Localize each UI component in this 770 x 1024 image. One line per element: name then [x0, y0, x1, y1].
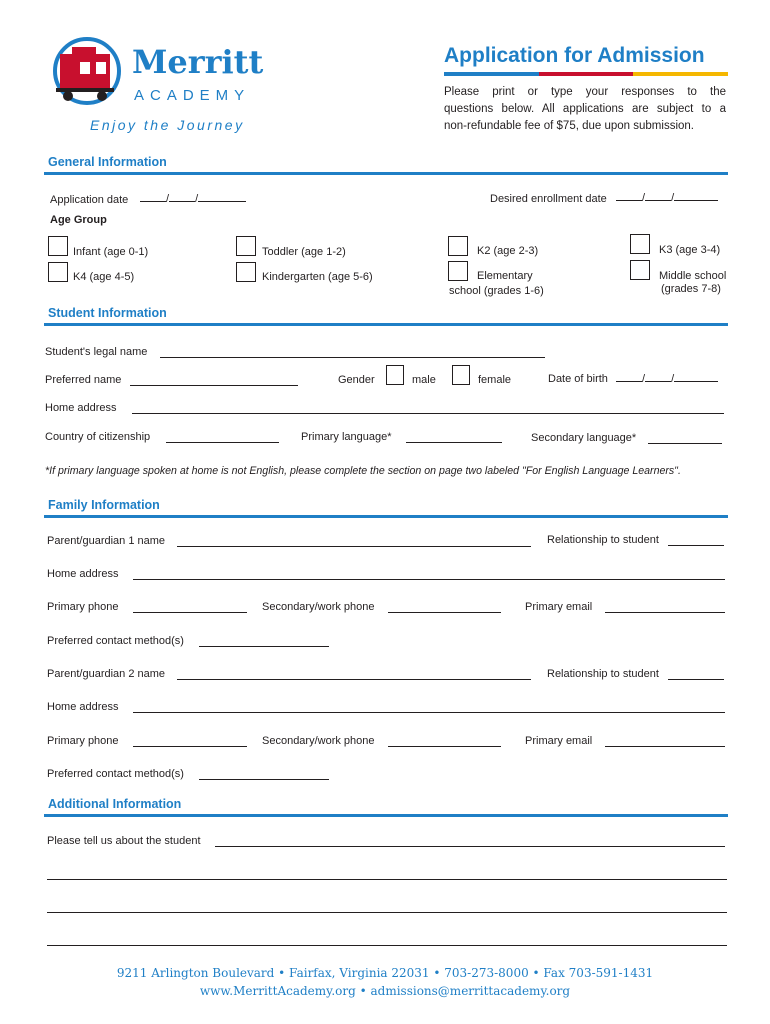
- guardian1-work-phone-label: Secondary/work phone: [262, 601, 375, 613]
- guardian2-address-label: Home address: [47, 701, 119, 713]
- guardian2-phone-label: Primary phone: [47, 735, 119, 747]
- about-student-field-line3[interactable]: [47, 912, 727, 913]
- student-home-address-label: Home address: [45, 402, 117, 414]
- gender-label: Gender: [338, 374, 375, 386]
- guardian1-phone-field[interactable]: [133, 612, 247, 613]
- logo-name: Merritt: [132, 43, 264, 81]
- logo-sub: ACADEMY: [134, 87, 251, 104]
- k4-label: K4 (age 4-5): [73, 271, 135, 283]
- page-title: Application for Admission: [444, 44, 705, 67]
- elementary-checkbox[interactable]: [448, 261, 468, 281]
- student-heading: Student Information: [48, 306, 167, 320]
- logo-tagline: Enjoy the Journey: [90, 117, 245, 133]
- guardian1-relationship-field[interactable]: [668, 545, 724, 546]
- general-heading: General Information: [48, 155, 167, 169]
- about-student-field-line1[interactable]: [215, 846, 725, 847]
- train-caboose-logo-icon: [50, 36, 128, 110]
- toddler-label: Toddler (age 1-2): [262, 246, 346, 258]
- k3-checkbox[interactable]: [630, 234, 650, 254]
- accent-yellow: [633, 72, 728, 76]
- dob-label: Date of birth: [548, 373, 608, 385]
- guardian2-email-field[interactable]: [605, 746, 725, 747]
- infant-label: Infant (age 0-1): [73, 246, 149, 258]
- guardian2-contact-field[interactable]: [199, 779, 329, 780]
- about-student-field-line2[interactable]: [47, 879, 727, 880]
- k2-checkbox[interactable]: [448, 236, 468, 256]
- guardian1-field[interactable]: [177, 546, 531, 547]
- female-checkbox[interactable]: [452, 365, 470, 385]
- additional-heading: Additional Information: [48, 797, 182, 811]
- intro-text: [444, 84, 726, 135]
- guardian2-email-label: Primary email: [525, 735, 593, 747]
- guardian2-label: Parent/guardian 2 name: [47, 668, 166, 680]
- title-accent-bar: [444, 72, 728, 76]
- logo: [50, 36, 280, 136]
- guardian1-phone-label: Primary phone: [47, 601, 119, 613]
- about-student-field-line4[interactable]: [47, 945, 727, 946]
- secondary-language-label: Secondary language*: [531, 432, 637, 444]
- guardian1-email-field[interactable]: [605, 612, 725, 613]
- guardian1-email-label: Primary email: [525, 601, 593, 613]
- application-date-field[interactable]: / /: [140, 193, 246, 205]
- guardian1-contact-label: Preferred contact method(s): [47, 635, 184, 647]
- guardian2-work-phone-field[interactable]: [388, 746, 501, 747]
- guardian2-address-field[interactable]: [133, 712, 725, 713]
- k4-checkbox[interactable]: [48, 262, 68, 282]
- citizenship-label: Country of citizenship: [45, 431, 151, 443]
- family-rule: [44, 515, 728, 518]
- about-student-label: Please tell us about the student: [47, 835, 201, 847]
- language-note: *If primary language spoken at home is not English, please complete the section on page two labeled "For English Language Learners".: [45, 465, 681, 477]
- intro-line-3: non-refundable fee of $75, due upon submission.: [444, 120, 694, 132]
- student-rule: [44, 323, 728, 326]
- legal-name-label: Student's legal name: [45, 346, 148, 358]
- intro-line-2: questions below. All applications are subject to a: [444, 103, 726, 115]
- toddler-checkbox[interactable]: [236, 236, 256, 256]
- dob-field[interactable]: / /: [616, 373, 718, 385]
- infant-checkbox[interactable]: [48, 236, 68, 256]
- guardian2-relationship-label: Relationship to student: [547, 668, 659, 680]
- elementary-label-line2: school (grades 1-6): [449, 285, 544, 297]
- student-home-address-field[interactable]: [132, 413, 724, 414]
- citizenship-field[interactable]: [166, 442, 279, 443]
- middle-school-label-line2: (grades 7-8): [661, 283, 721, 295]
- guardian2-phone-field[interactable]: [133, 746, 247, 747]
- guardian1-address-field[interactable]: [133, 579, 725, 580]
- general-rule: [44, 172, 728, 175]
- family-heading: Family Information: [48, 498, 160, 512]
- k2-label: K2 (age 2-3): [477, 245, 539, 257]
- female-label: female: [478, 374, 512, 386]
- intro-line-1: Please print or type your responses to the: [444, 86, 726, 98]
- k3-label: K3 (age 3-4): [659, 244, 721, 256]
- secondary-language-field[interactable]: [648, 443, 722, 444]
- elementary-label-line1: Elementary: [477, 270, 533, 282]
- age-group-label: Age Group: [50, 214, 107, 226]
- footer-web: www.MerrittAcademy.org • admissions@merrittacademy.org: [199, 984, 571, 998]
- preferred-name-label: Preferred name: [45, 374, 122, 386]
- male-label: male: [412, 374, 436, 386]
- guardian2-relationship-field[interactable]: [668, 679, 724, 680]
- guardian2-field[interactable]: [177, 679, 531, 680]
- kindergarten-label: Kindergarten (age 5-6): [262, 271, 373, 283]
- guardian2-work-phone-label: Secondary/work phone: [262, 735, 375, 747]
- middle-school-checkbox[interactable]: [630, 260, 650, 280]
- accent-red: [539, 72, 634, 76]
- application-date-label: Application date: [50, 194, 129, 206]
- enrollment-date-label: Desired enrollment date: [490, 193, 607, 205]
- guardian2-contact-label: Preferred contact method(s): [47, 768, 184, 780]
- guardian1-address-label: Home address: [47, 568, 119, 580]
- guardian1-work-phone-field[interactable]: [388, 612, 501, 613]
- kindergarten-checkbox[interactable]: [236, 262, 256, 282]
- male-checkbox[interactable]: [386, 365, 404, 385]
- legal-name-field[interactable]: [160, 357, 545, 358]
- guardian1-relationship-label: Relationship to student: [547, 534, 659, 546]
- enrollment-date-field[interactable]: / /: [616, 192, 718, 204]
- additional-rule: [44, 814, 728, 817]
- primary-language-field[interactable]: [406, 442, 502, 443]
- guardian1-contact-field[interactable]: [199, 646, 329, 647]
- primary-language-label: Primary language*: [301, 431, 392, 443]
- footer-address: 9211 Arlington Boulevard • Fairfax, Virginia 22031 • 703-273-8000 • Fax 703-591-1431: [116, 966, 654, 980]
- accent-blue: [444, 72, 539, 76]
- middle-school-label-line1: Middle school: [659, 270, 727, 282]
- preferred-name-field[interactable]: [130, 385, 298, 386]
- guardian1-label: Parent/guardian 1 name: [47, 535, 166, 547]
